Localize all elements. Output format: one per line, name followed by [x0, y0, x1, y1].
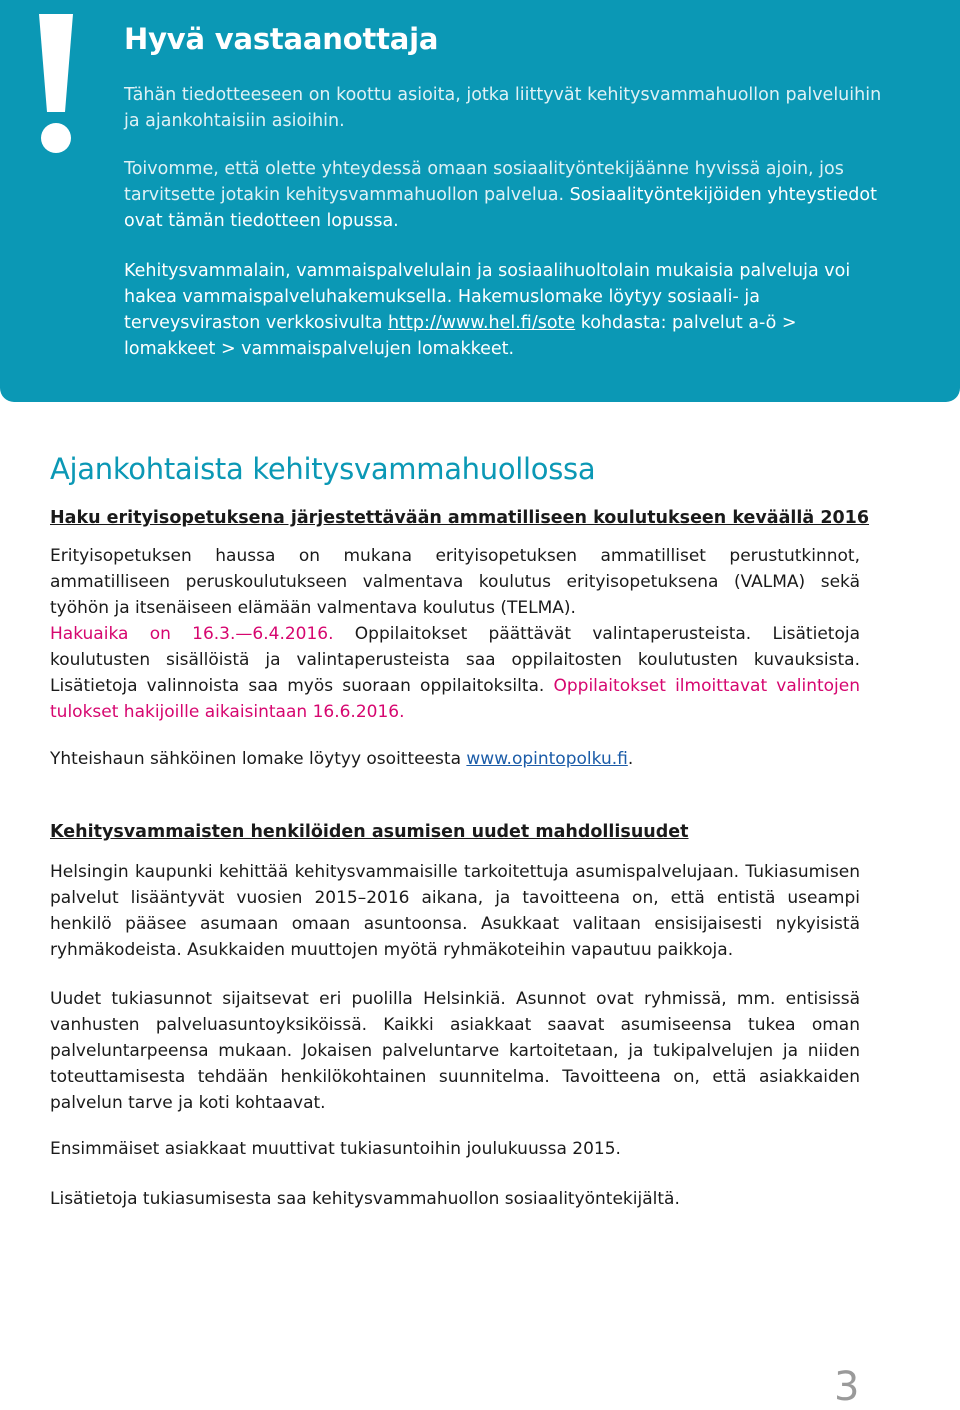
section1-paragraph-2 — [50, 621, 860, 725]
main-heading: Ajankohtaista kehitysvammahuollossa — [50, 452, 596, 486]
info-box-application-text: Kehitysvammalain, vammaispalvelulain ja sosiaalihuoltolain mukaisia palveluja voi hakea vammaispalveluhakemuksella. Hakemuslomake löytyy sosiaali- ja terveysviraston verkkosivulta — [124, 261, 851, 333]
info-box-intro: Tähän tiedotteeseen on koottu asioita, jotka liittyvät kehitysvammahuollon palveluihin ja ajankohtaisiin asioihin. — [124, 85, 882, 131]
section1-paragraph-2-text: Oppilaitokset päättävät valintaperusteista. Lisätietoja koulutusten sisällöistä ja valintaperusteista saa oppilaitosten koulutusten kuvauksista. Lisätietoja valinnoista saa myös suoraan oppilaitoksilta. — [50, 624, 860, 696]
info-box-contact-text: Toivomme, että olette yhteydessä omaan sosiaalityöntekijäänne hyvissä ajoin, jos tarvitsette jotakin kehitysvammahuollon palvelua. — [124, 159, 844, 205]
section1-paragraph-3-end: . — [627, 749, 634, 769]
section1-paragraph-1: Erityisopetuksen haussa on mukana erityisopetuksen ammatilliset perustutkinnot, ammatilliseen peruskoulutukseen valmentava koulutus erityisopetuksena (VALMA) sekä työhön ja itsenäiseen elämään valmentava koulutus (TELMA). — [50, 546, 860, 618]
info-box — [0, 0, 960, 402]
exclamation-icon — [34, 14, 78, 154]
page-number: 3 — [834, 1364, 860, 1410]
section2-paragraph-4: Lisätietoja tukiasumisesta saa kehitysvammahuollon sosiaalityöntekijältä. — [50, 1189, 680, 1209]
info-box-contact-note: Sosiaalityöntekijöiden yhteystiedot ovat tämän tiedotteen lopussa. — [124, 185, 877, 231]
application-period: Hakuaika on 16.3.—6.4.2016. — [50, 624, 334, 644]
info-box-contact-paragraph — [124, 156, 884, 234]
section1-heading: Haku erityisopetuksena järjestettävään ammatilliseen koulutukseen keväällä 2016 — [50, 508, 870, 528]
opintopolku-link[interactable]: www.opintopolku.fi — [466, 749, 628, 769]
section2-heading: Kehitysvammaisten henkilöiden asumisen uudet mahdollisuudet — [50, 822, 689, 842]
section1-paragraph-3-text: Yhteishaun sähköinen lomake löytyy osoitteesta — [50, 749, 467, 769]
info-box-application-path: kohdasta: palvelut a-ö > lomakkeet > vammaispalvelujen lomakkeet. — [124, 313, 797, 359]
info-box-title: Hyvä vastaanottaja — [124, 22, 439, 56]
section2-paragraph-1: Helsingin kaupunki kehittää kehitysvammaisille tarkoitettuja asumispalvelujaan. Tukiasumisen palvelut lisääntyvät vuosien 2015–2016 aikana, ja tavoitteena on, että entistä useampi henkilö pääsee asumaan omaan asuntoonsa. Asukkaat valitaan ensisijaisesti nykyisistä ryhmäkodeista. Asukkaiden muuttojen myötä ryhmäkoteihin vapautuu paikkoja. — [50, 862, 860, 960]
section2-paragraph-3: Ensimmäiset asiakkaat muuttivat tukiasuntoihin joulukuussa 2015. — [50, 1139, 621, 1159]
info-box-application-paragraph — [124, 258, 884, 362]
section2-paragraph-2: Uudet tukiasunnot sijaitsevat eri puolilla Helsinkiä. Asunnot ovat ryhmissä, mm. entisissä vanhusten palveluasuntoyksiköissä. Kaikki asiakkaat saavat asumiseensa tukea oman palveluntarpeensa mukaan. Jokaisen palveluntarve kartoitetaan, ja tukipalvelujen ja niiden toteuttamisesta tehdään henkilökohtainen suunnitelma. Tavoitteena on, että asiakkaiden palvelun tarve ja koti kohtaavat. — [50, 989, 860, 1113]
results-notice: Oppilaitokset ilmoittavat valintojen tulokset hakijoille aikaisintaan 16.6.2016. — [50, 676, 860, 722]
section1-paragraph-3 — [50, 746, 860, 772]
sote-link[interactable]: http://www.hel.fi/sote — [388, 313, 576, 333]
